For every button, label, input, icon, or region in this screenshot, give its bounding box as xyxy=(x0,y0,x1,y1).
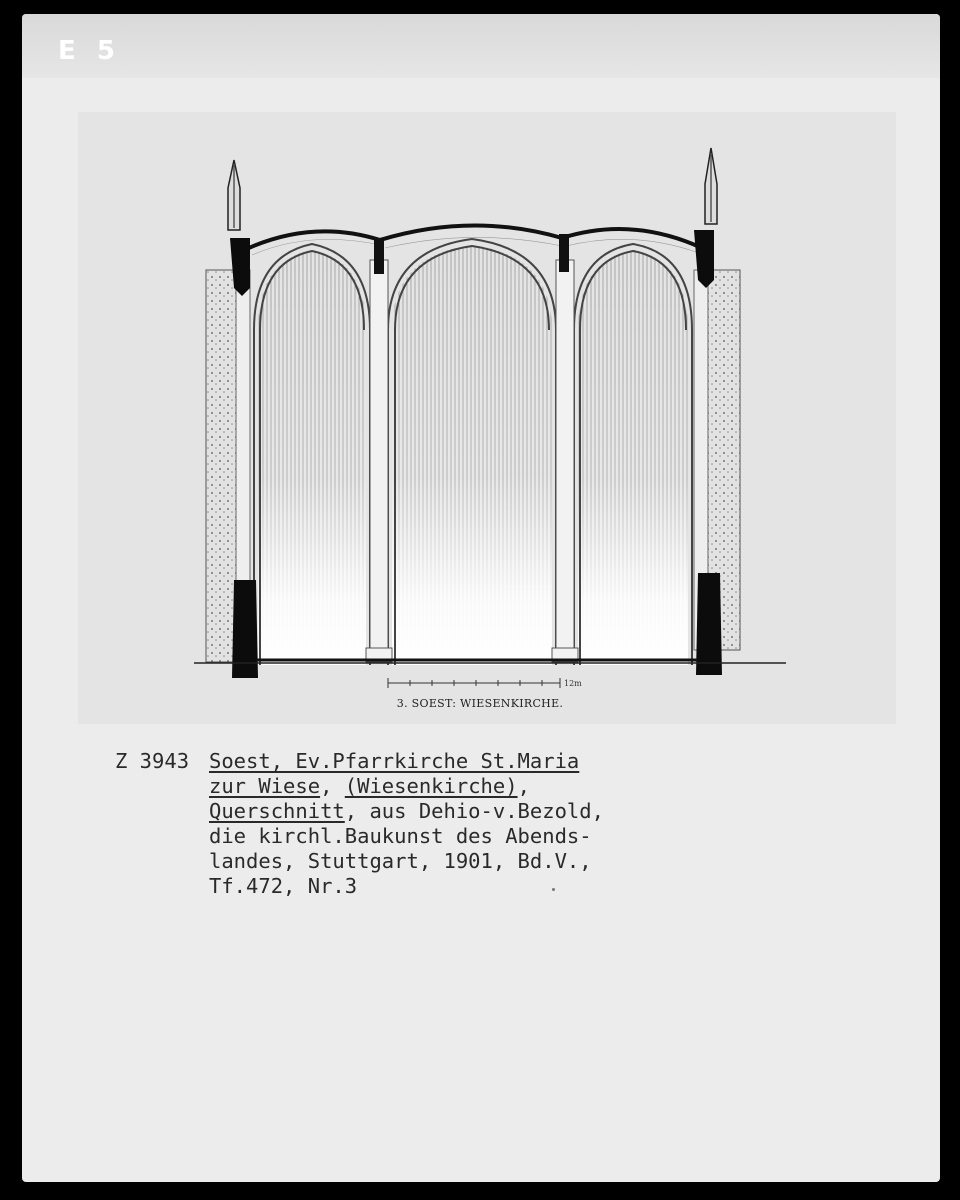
catalog-text: , aus Dehio-v.Bezold, xyxy=(344,799,604,823)
scale-label: 12m xyxy=(564,679,582,688)
catalog-line xyxy=(209,849,604,874)
underlined-text: (Wiesenkirche) xyxy=(344,774,518,798)
underlined-text: zur Wiese xyxy=(209,774,321,798)
cross-section-drawing xyxy=(170,130,790,690)
catalog-text: , xyxy=(320,774,345,798)
catalog-line xyxy=(209,749,604,774)
catalog-line xyxy=(209,874,604,899)
film-edge-strip xyxy=(22,14,940,78)
catalog-number: Z 3943 xyxy=(115,749,190,773)
column-cap-right xyxy=(559,234,569,272)
bay-shading xyxy=(258,245,688,665)
underlined-text: Querschnitt xyxy=(209,799,345,823)
underlined-text: Soest, Ev.Pfarrkirche St.Maria xyxy=(209,749,580,773)
speck xyxy=(552,888,555,891)
catalog-line xyxy=(209,799,604,824)
catalog-line xyxy=(209,824,604,849)
catalog-text: die kirchl.Baukunst des Abends- xyxy=(209,824,592,848)
catalog-description xyxy=(209,749,604,899)
catalog-text: , xyxy=(517,774,530,798)
plate-caption: 3. SOEST: WIESENKIRCHE. xyxy=(396,697,564,710)
scale-bar xyxy=(388,678,560,688)
pinnacles xyxy=(228,148,717,230)
catalog-text: Tf.472, Nr.3 xyxy=(209,874,358,898)
catalog-line xyxy=(209,774,604,799)
corner-mark: E 5 xyxy=(58,36,121,66)
catalog-text: landes, Stuttgart, 1901, Bd.V., xyxy=(209,849,592,873)
column-cap-left xyxy=(374,238,384,274)
